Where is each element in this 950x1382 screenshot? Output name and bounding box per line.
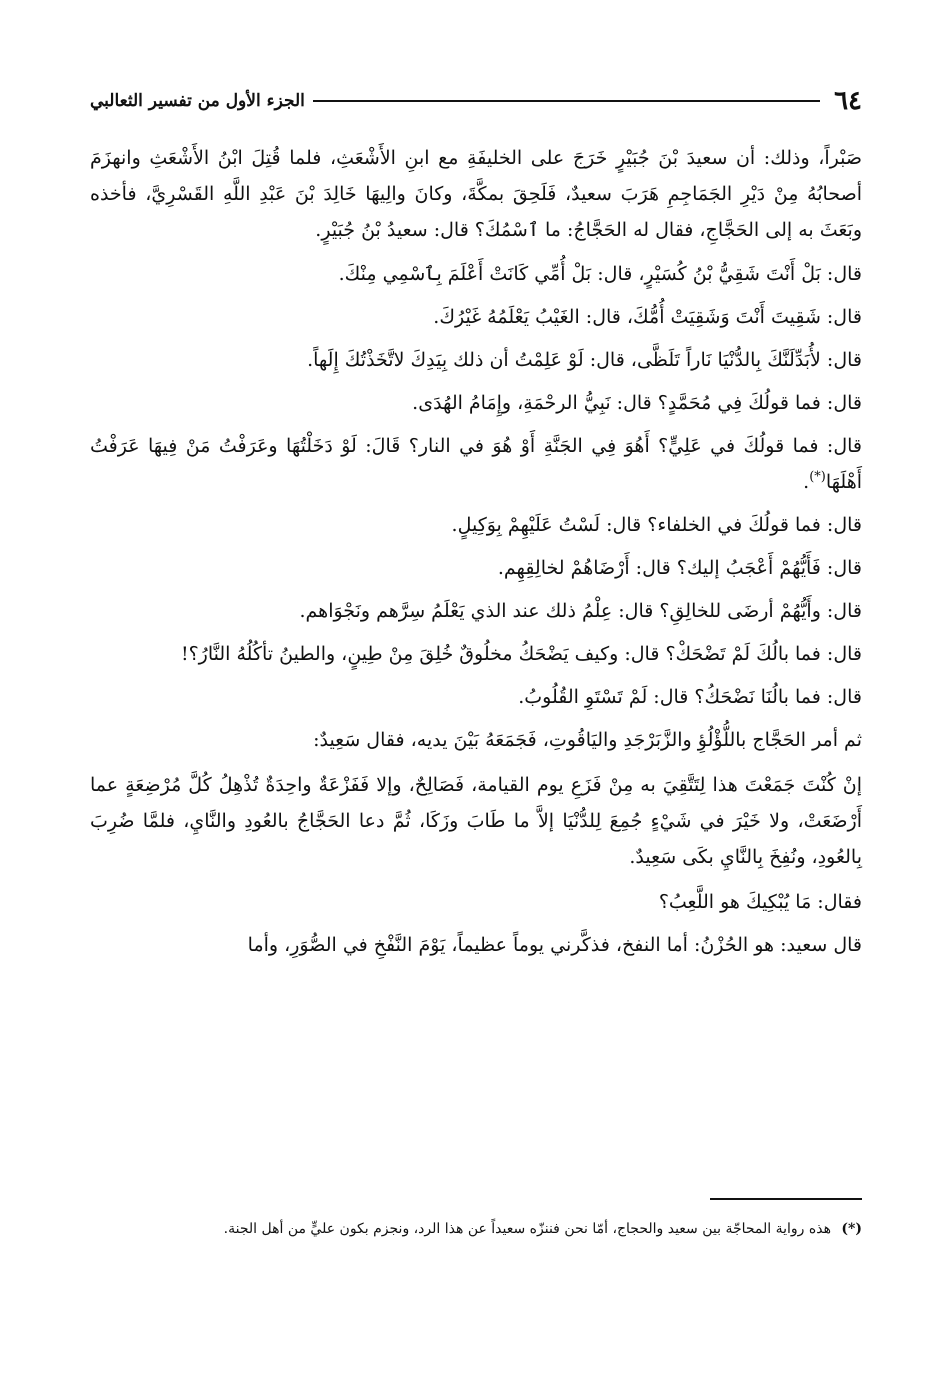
dialogue-line: قال: فما بالُكَ لَمْ تَضْحَكْ؟ قال: وكيف يَضْحَكُ مخلُوقٌ خُلِقَ مِنْ طِينٍ، والطينُ تأكُلُهُ النَّارُ؟!	[180, 643, 862, 665]
header-rule	[313, 100, 820, 102]
dialogue-text: قال: فما قولُكَ في عَلِيٍّ؟ أَهُوَ فِي الجَنَّةِ أَوْ هُوَ في النار؟ قَالَ: لَوْ دَخَلْتُهَا وعَرَفْتُ مَنْ فِيهَا عَرَفْتُ أَهْلَهَا	[90, 435, 862, 493]
paragraph-intro: صَبْراً، وذلك: أن سعيدَ بْنَ جُبَيْرٍ خَرَجَ على الخليفَةِ مع ابنِ الأَشْعَثِ، فلما قُتِلَ ابْنُ الأَشْعَثِ وانهزَمَ أصحابُهُ مِنْ دَيْرِ الجَمَاجِمِ هَرَبَ سعيدٌ، فَلَحِقَ بمكَّةَ، وكانَ والِيهَا خَالِدَ بْنَ عَبْدِ اللَّهِ القَسْرِيَّ، فأخذه وبَعَثَ به إلى الحَجَّاجِ، فقال له الحَجَّاجُ: ما ٱسْمُكَ؟ قال: سعيدُ بْنُ جُبَيْرٍ.	[90, 147, 862, 241]
footnote-rule	[710, 1198, 862, 1200]
dialogue-line: قال: فما بالُنَا نَضْحَكُ؟ قال: لَمْ تَسْتَوِ القُلُوبُ.	[518, 686, 862, 708]
dialogue-line: قال: فما قولُكَ في الخلفاء؟ قال: لَسْتُ عَلَيْهِمْ بِوَكِيلٍ.	[451, 514, 862, 536]
dialogue-line-with-footnote	[90, 428, 862, 500]
footnote-text: هذه رواية المحاجّة بين سعيد والحجاج، أمّا نحن فننزّه سعيداً عن هذا الرد، ونجزم بكون عليٍّ من أهل الجنة.	[223, 1221, 831, 1237]
main-text	[90, 140, 862, 970]
dialogue-line: قال: وأَيُّهُمْ أرضَى للخالِقِ؟ قال: عِلْمُ ذلك عند الذي يَعْلَمُ سِرَّهم ونَجْوَاهم.	[299, 600, 862, 622]
dialogue-line: قال: شَقِيتَ أَنْتَ وَشَقِيَتْ أُمُّكَ، قال: الغَيْبُ يَعْلَمُهُ غَيْرُكَ.	[433, 306, 862, 328]
footnote-reference: (*)	[809, 469, 826, 485]
footnote-marker: (*)	[841, 1221, 862, 1237]
page-header	[90, 84, 862, 118]
dialogue-line: قال سعيد: هو الحُزْنُ: أما النفخ، فذكَّرني يوماً عظيماً، يَوْمَ النَّفْخِ في الصُّوَرِ، وأما	[247, 934, 862, 956]
dialogue-line: قال: فَأَيُّهُمْ أَعْجَبُ إليك؟ قال: أَرْضَاهُمْ لخالِقِهِم.	[497, 557, 862, 579]
dialogue-line: قال: فما قولُكَ فِي مُحَمَّدٍ؟ قال: نَبِيُّ الرحْمَةِ، وإِمَامُ الهُدَى.	[412, 392, 862, 414]
sentence-end: .	[803, 471, 810, 493]
paragraph-speech: إنْ كُنْتَ جَمَعْتَ هذا لِتَتَّقِيَ به مِنْ فَزَعِ يوم القيامة، فَصَالِحٌ، وإلا فَفَزْعَةٌ واحِدَةٌ تُذْهِلُ كُلَّ مُرْضِعَةٍ عما أَرْضَعَتْ، ولا خَيْرَ في شَيْءٍ جُمِعَ لِلدُّنْيَا إلاَّ ما طَابَ وزَكَا، ثُمَّ دعا الحَجَّاجُ بالعُودِ والنَّايِ، فلمَّا ضُرِبَ بِالعُودِ، ونُفِخَ بِالنَّايِ بكَى سَعِيدٌ.	[90, 774, 862, 868]
footnote	[90, 1214, 862, 1244]
dialogue-line: فقال: مَا يُبْكِيكَ هو اللَّعِبُ؟	[658, 891, 862, 913]
dialogue-line: قال: بَلْ أَنْتَ شَقِيُّ بْنُ كُسَيْرٍ، قال: بَلْ أُمِّي كَانَتْ أَعْلَمَ بِٱسْمِي مِنْكَ.	[338, 263, 862, 285]
paragraph-narration: ثم أمر الحَجَّاج باللُّؤْلُؤِ والزَّبَرْجَدِ واليَاقُوتِ، فَجَمَعَهُ بَيْنَ يديه، فقال سَعِيدٌ:	[313, 729, 862, 751]
page-number: ٦٤	[834, 86, 862, 116]
running-title: الجزء الأول من تفسير الثعالبي	[90, 91, 305, 111]
dialogue-line: قال: لأُبَدِّلَنَّكَ بِالدُّنْيَا نَاراً تَلَظَّى، قال: لَوْ عَلِمْتُ أن ذلك بِيَدِكَ لاتَّخَذْتُكَ إِلَهاً.	[307, 349, 862, 371]
